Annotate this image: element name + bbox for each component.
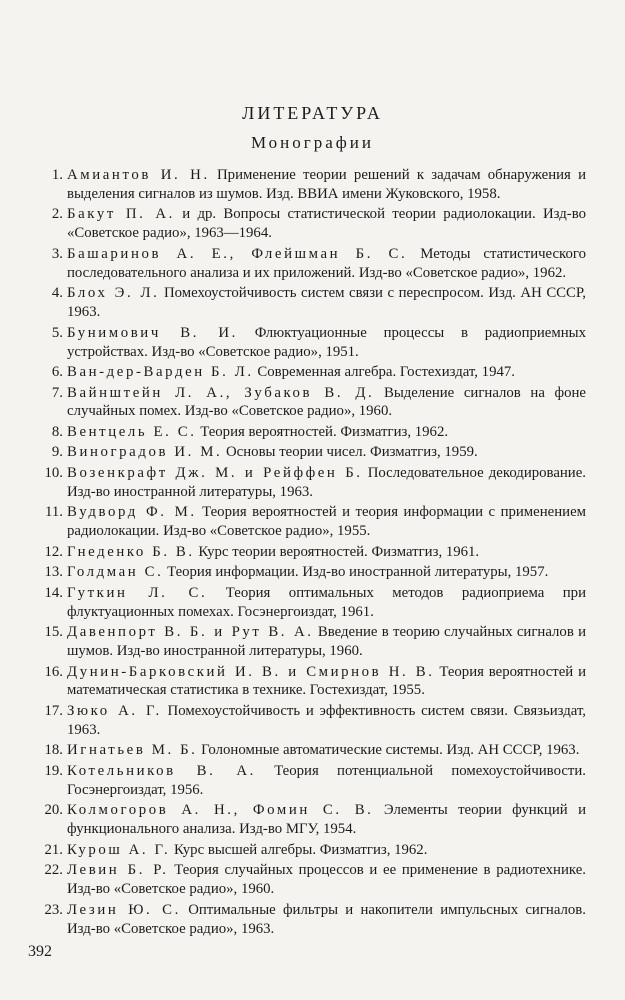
reference-text: Методы статистического последовательного анализа и их приложений. Изд-во «Советское радио», 1962. (67, 245, 586, 281)
reference-number: 14. (44, 584, 63, 601)
reference-item (20, 464, 586, 502)
reference-item (20, 861, 586, 899)
reference-author: Ван-дер-Варден Б. Л. (67, 364, 254, 381)
reference-text: Курс высшей алгебры. Физматгиз, 1962. (170, 841, 428, 858)
reference-number: 18. (44, 742, 63, 759)
reference-item (20, 324, 586, 362)
reference-number: 7. (51, 384, 63, 401)
reference-item (20, 584, 586, 622)
reference-item (20, 284, 586, 322)
reference-text: Теория случайных процессов и ее применение в радиотехнике. Изд-во «Советское радио», 1960. (67, 862, 586, 898)
reference-number: 4. (51, 285, 63, 302)
reference-number: 19. (44, 762, 63, 779)
reference-number: 21. (44, 841, 63, 858)
section-heading: ЛИТЕРАТУРА (242, 103, 383, 123)
reference-item (20, 563, 586, 582)
reference-item (20, 663, 586, 701)
reference-number: 12. (44, 543, 63, 560)
reference-item (20, 443, 586, 462)
reference-number: 20. (44, 802, 63, 819)
reference-author: Лезин Ю. С. (67, 901, 181, 918)
reference-number: 9. (51, 444, 63, 461)
reference-number: 1. (51, 167, 63, 183)
reference-item (20, 363, 586, 382)
reference-author: Вайнштейн Л. А., Зубаков В. Д. (67, 384, 375, 401)
reference-text: Теория информации. Изд-во иностранной литературы, 1957. (163, 564, 549, 581)
reference-item (20, 384, 586, 422)
reference-text: Введение в теорию случайных сигналов и шумов. Изд-во иностранной литературы, 1960. (67, 624, 586, 660)
section-subheading: Монографии (250, 133, 375, 152)
reference-list (20, 166, 586, 940)
reference-author: Гуткин Л. С. (67, 584, 208, 601)
reference-number: 16. (44, 663, 63, 680)
reference-author: Гнеденко Б. В. (67, 543, 195, 560)
reference-text: Курс теории вероятностей. Физматгиз, 1961. (194, 543, 480, 560)
reference-number: 17. (44, 702, 63, 719)
reference-item (20, 801, 586, 839)
reference-number: 2. (51, 206, 63, 223)
reference-text: Голономные автоматические системы. Изд. АН СССР, 1963. (197, 742, 580, 759)
reference-item (20, 762, 586, 800)
reference-text: Основы теории чисел. Физматгиз, 1959. (222, 444, 478, 461)
reference-number: 23. (44, 901, 63, 918)
reference-author: Башаринов А. Е., Флейшман Б. С. (67, 245, 408, 262)
reference-item (20, 841, 586, 860)
reference-item (20, 503, 586, 541)
reference-author: Бунимович В. И. (67, 324, 238, 341)
reference-author: Игнатьев М. Б. (67, 742, 198, 759)
reference-author: Бакут П. А. (67, 206, 175, 223)
reference-number: 22. (44, 862, 63, 879)
reference-text: Помехоустойчивость систем связи с переспросом. Изд. АН СССР, 1963. (67, 285, 586, 321)
reference-author: Вентцель Е. С. (67, 423, 197, 440)
reference-item (20, 543, 586, 562)
reference-author: Возенкрафт Дж. М. и Рейффен Б. (67, 464, 363, 481)
reference-text: Теория вероятностей и теория информации с применением радиолокации. Изд-во «Советское радио», 1955. (67, 504, 586, 540)
reference-author: Зюко А. Г. (67, 702, 162, 719)
reference-author: Котельников В. А. (67, 762, 256, 779)
reference-number: 10. (44, 464, 63, 481)
reference-item (20, 166, 586, 204)
reference-item (20, 901, 586, 939)
reference-item (20, 245, 586, 283)
reference-author: Давенпорт В. Б. и Рут В. А. (67, 624, 314, 641)
reference-number: 8. (51, 423, 63, 440)
reference-item (20, 205, 586, 243)
reference-item (20, 623, 586, 661)
reference-number: 6. (51, 364, 63, 381)
reference-author: Блох Э. Л. (67, 285, 160, 302)
reference-number: 15. (44, 624, 63, 641)
reference-author: Колмогоров А. Н., Фомин С. В. (67, 802, 374, 819)
reference-text: Современная алгебра. Гостехиздат, 1947. (253, 364, 515, 381)
reference-text: Оптимальные фильтры и накопители импульсных сигналов. Изд-во «Советское радио», 1963. (67, 901, 586, 937)
reference-text: Теория вероятностей. Физматгиз, 1962. (196, 423, 449, 440)
reference-text: Теория вероятностей и математическая статистика в технике. Гостехиздат, 1955. (67, 663, 586, 699)
reference-text: Теория оптимальных методов радиоприема при флуктуационных помехах. Госэнергоиздат, 1961. (67, 584, 586, 620)
reference-author: Курош А. Г. (67, 841, 171, 858)
reference-item (20, 741, 586, 760)
reference-number: 11. (45, 504, 63, 521)
reference-item (20, 702, 586, 740)
reference-author: Виноградов И. М. (67, 444, 223, 461)
page-number: 392 (28, 943, 52, 960)
reference-number: 13. (44, 564, 63, 581)
reference-text: Элементы теории функций и функционального анализа. Изд-во МГУ, 1954. (67, 802, 586, 838)
reference-text: Помехоустойчивость и эффективность систем связи. Связьиздат, 1963. (67, 702, 586, 738)
reference-text: Выделение сигналов на фоне случайных помех. Изд-во «Советское радио», 1960. (67, 384, 586, 420)
reference-author: Левин Б. Р. (67, 862, 169, 879)
reference-text: Флюктуационные процессы в радиоприемных устройствах. Изд-во «Советское радио», 1951. (67, 324, 587, 360)
reference-text: Теория потенциальной помехоустойчивости. Госэнергоиздат, 1956. (67, 762, 586, 798)
reference-text: и др. Вопросы статистической теории радиолокации. Изд-во «Советское радио», 1963—1964. (67, 206, 586, 242)
reference-number: 3. (51, 245, 63, 262)
reference-text: Применение теории решений к задачам обнаружения и выделения сигналов из шумов. Изд. ВВИА имени Жуковского, 1958. (67, 167, 586, 202)
reference-author: Вудворд Ф. М. (67, 504, 197, 521)
reference-author: Амиантов И. Н. (67, 167, 210, 183)
reference-item (20, 423, 586, 442)
reference-number: 5. (51, 324, 63, 341)
reference-author: Дунин-Барковский И. В. и Смирнов Н. В. (67, 663, 435, 680)
reference-author: Голдман С. (67, 564, 164, 581)
reference-text: Последовательное декодирование. Изд-во иностранной литературы, 1963. (67, 464, 586, 500)
